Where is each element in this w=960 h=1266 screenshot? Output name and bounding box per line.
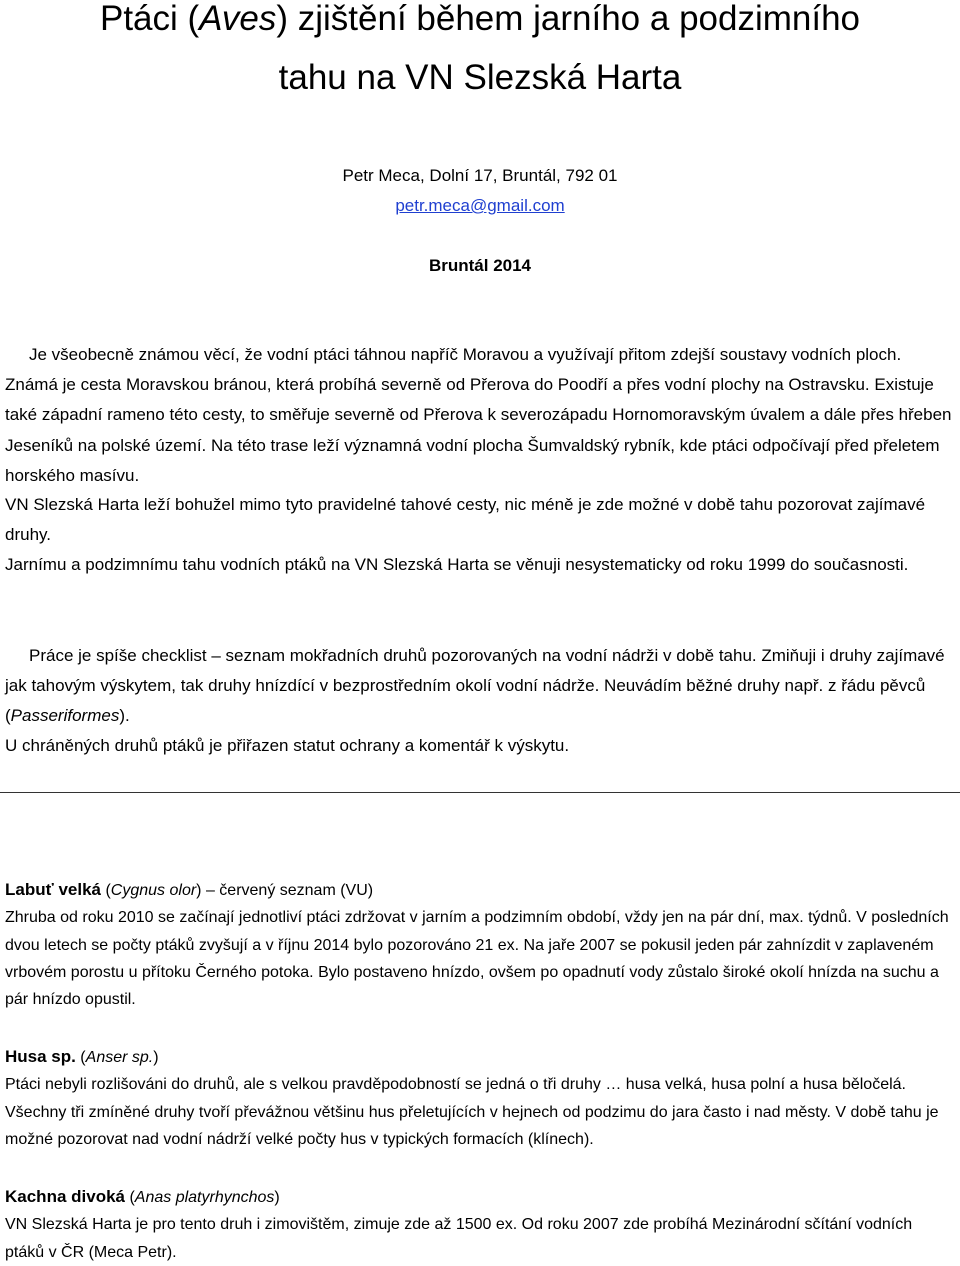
species-entry — [5, 876, 955, 1013]
species-text: VN Slezská Harta je pro tento druh i zimovištěm, zimuje zde až 1500 ex. Od roku 2007 zde probíhá Mezinárodní sčítání vodních ptáků v ČR (Meca Petr). — [5, 1216, 913, 1261]
species-entry — [5, 1043, 955, 1153]
species-text: Zhruba od roku 2010 se začínají jednotliví ptáci zdržovat v jarním a podzimním období, vždy jen na pár dní, max. týdnů. V posledních dvou letech se počty ptáků zvyšují a v říjnu 2014 bylo pozorováno 21 ex. Na jaře 2007 se pokusil jeden pár zahnízdit v zaplaveném vrbovém porostu u přítoku Černého potoka. Bylo postaveno hnízdo, ovšem po opadnutí vody zůstalo široké okolí hnízda na suchu a pár hnízdo opustil. — [5, 909, 949, 1009]
species-heading: Kachna divoká (Anas platyrhynchos) — [5, 1187, 280, 1206]
section-divider — [0, 792, 960, 793]
place-year: Bruntál 2014 — [428, 256, 532, 275]
document-page: Ptáci (Aves) zjištění během jarního a podzimního tahu na VN Slezská Harta Petr Meca, Dolní 17, Bruntál, 792 01 petr.meca@gmail.com Bruntál 2014 Je všeobecně známou věcí, že vodní ptáci táhnou napříč Moravou a využívají přitom zdejší soustavy vodních ploch. Známá je cesta Moravskou bránou, která probíhá severně od Přerova do Poodří a přes vodní plochy na Ostravsku. Existuje také západní rameno této cesty, to směřuje severně od Přerova k severozápadu Hornomoravským úvalem a dále přes hřeben Jeseníků na polské území. Na této trase leží významná vodní plocha Šumvaldský rybník, kde ptáci odpočívají před přeletem horského masívu. VN Slezská Harta leží bohužel mimo tyto pravidelné tahové cesty, nic méně je zde možné v době tahu pozorovat zajímavé druhy. Jarnímu a podzimnímu tahu vodních ptáků na VN Slezská Harta se věnuji nesystematicky od roku 1999 do současnosti. Práce je spíše checklist – seznam mokřadních druhů pozorovaných na vodní nádrži v době tahu. Zmiňuji i druhy zajímavé jak tahovým výskytem, tak druhy hnízdící v bezprostředním okolí vodní nádrže. Neuvádím běžné druhy např. z řádu pěvců (Passeriformes). U chráněných druhů ptáků je přiřazen statut ochrany a komentář k výskytu. Labuť velká (Cygnus olor) – červený seznam (VU) Zhruba od roku 2010 se začínají jednotliví ptáci zdržovat v jarním a podzimním období, vždy jen na pár dní, max. týdnů. V posledních dvou letech se počty ptáků zvyšují a v říjnu 2014 bylo pozorováno 21 ex. Na jaře 2007 se pokusil jeden pár zahnízdit v zaplaveném vrbovém porostu u přítoku Černého potoka. Bylo postaveno hnízdo, ovšem po opadnutí vody zůstalo široké okolí hnízda na suchu a pár hnízdo opustil. Husa sp. (Anser sp.) Ptáci nebyli rozlišováni do druhů, ale s velkou pravděpodobností se jedná o tři druhy … husa velká, husa polní a husa běločelá. Všechny tři zmíněné druhy tvoří převážnou většinu hus přeletujících v hejnech od podzimu do jara často i nad městy. V době tahu je možné pozorovat nad vodní nádrží velké počty hus v typických formacích (klínech). Kachna divoká (Anas platyrhynchos) VN Slezská Harta je pro tento druh i zimovištěm, zimuje zde až 1500 ex. Od roku 2007 zde probíhá Mezinárodní sčítání vodních ptáků v ČR (Meca Petr). — [0, 0, 960, 1264]
species-heading: Labuť velká (Cygnus olor) – červený seznam (VU) — [5, 880, 374, 899]
author-email — [0, 191, 960, 221]
intro-paragraph-2: VN Slezská Harta leží bohužel mimo tyto pravidelné tahové cesty, nic méně je zde možné v době tahu pozorovat zajímavé druhy. — [5, 495, 926, 545]
protection-note: U chráněných druhů ptáků je přiřazen statut ochrany a komentář k výskytu. — [5, 736, 570, 755]
author-email-link[interactable]: petr.meca@gmail.com — [395, 196, 565, 215]
species-entry — [5, 1183, 955, 1266]
species-heading: Husa sp. (Anser sp.) — [5, 1047, 159, 1066]
intro-paragraph-1: Je všeobecně známou věcí, že vodní ptáci táhnou napříč Moravou a využívají přitom zdejší soustavy vodních ploch. Známá je cesta Moravskou bránou, která probíhá severně od Přerova do Poodří a přes vodní plochy na Ostravsku. Existuje také západní rameno této cesty, to směřuje severně od Přerova k severozápadu Hornomoravským úvalem a dále přes hřeben Jeseníků na polské území. Na této trase leží významná vodní plocha Šumvaldský rybník, kde ptáci odpočívají před přeletem horského masívu. — [5, 345, 952, 485]
method-paragraph: Práce je spíše checklist – seznam mokřadních druhů pozorovaných na vodní nádrži v době tahu. Zmiňuji i druhy zajímavé jak tahovým výskytem, tak druhy hnízdící v bezprostředním okolí vodní nádrže. Neuvádím běžné druhy např. z řádu pěvců (Passeriformes). — [5, 646, 945, 726]
species-text: Ptáci nebyli rozlišováni do druhů, ale s velkou pravděpodobností se jedná o tři druhy … husa velká, husa polní a husa běločelá. Všechny tři zmíněné druhy tvoří převážnou většinu hus přeletujících v hejnech od podzimu do jara často i nad městy. V době tahu je možné pozorovat nad vodní nádrží velké počty hus v typických formacích (klínech). — [5, 1076, 939, 1148]
intro-paragraph-3: Jarnímu a podzimnímu tahu vodních ptáků na VN Slezská Harta se věnuji nesystematicky od roku 1999 do současnosti. — [5, 555, 909, 574]
author-address: Petr Meca, Dolní 17, Bruntál, 792 01 — [342, 166, 618, 185]
